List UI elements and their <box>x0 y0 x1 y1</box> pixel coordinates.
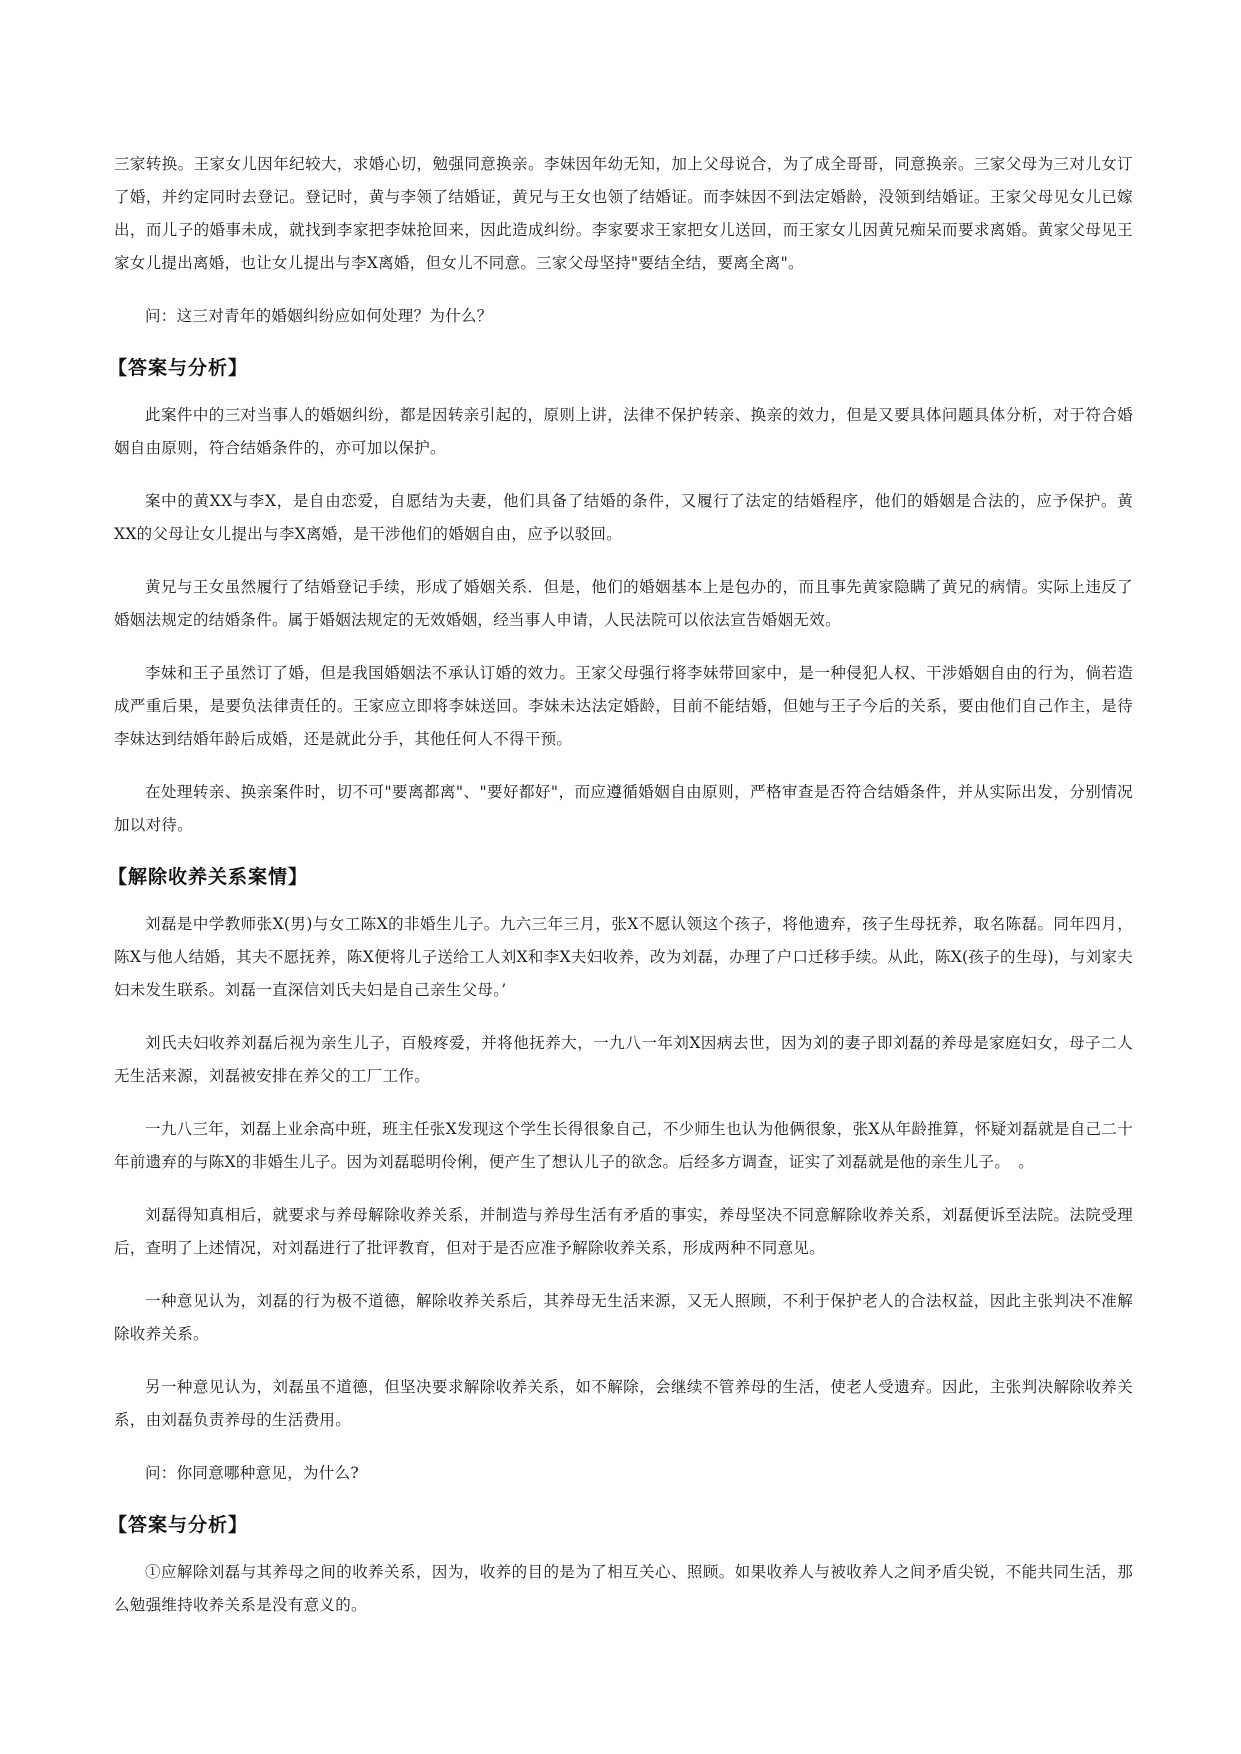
answer-1-paragraph-3: 黄兄与王女虽然履行了结婚登记手续，形成了婚姻关系．但是，他们的婚姻基本上是包办的，而且事先黄家隐瞒了黄兄的病情。实际上违反了婚姻法规定的结婚条件。属于婚姻法规定的无效婚姻，经当事人申请，人民法院可以依法宣告婚姻无效。 <box>114 578 1133 629</box>
case-2-paragraph-4: 刘磊得知真相后，就要求与养母解除收养关系，并制造与养母生活有矛盾的事实，养母坚决不同意解除收养关系，刘磊便诉至法院。法院受理后，查明了上述情况，对刘磊进行了批评教育，但对于是否应准予解除收养关系，形成两种不同意见。 <box>114 1206 1133 1257</box>
answer-1-paragraph-4: 李妹和王子虽然订了婚，但是我国婚姻法不承认订婚的效力。王家父母强行将李妹带回家中，是一种侵犯人权、干涉婚姻自由的行为，倘若造成严重后果，是要负法律责任的。王家应立即将李妹送回。李妹未达法定婚龄，目前不能结婚，但她与王子今后的关系，要由他们自己作主，是待李妹达到结婚年龄后成婚，还是就此分手，其他任何人不得干预。 <box>114 664 1133 748</box>
case-2-paragraph-6: 另一种意见认为，刘磊虽不道德，但坚决要求解除收养关系，如不解除，会继续不管养母的生活，使老人受遗弃。因此，主张判决解除收养关系，由刘磊负责养母的生活费用。 <box>114 1378 1133 1429</box>
case-2-paragraph-2: 刘氏夫妇收养刘磊后视为亲生儿子，百般疼爱，并将他抚养大，一九八一年刘X因病去世，因为刘的妻子即刘磊的养母是家庭妇女，母子二人无生活来源，刘磊被安排在养父的工厂工作。 <box>114 1034 1133 1085</box>
heading-adoption-case: 【解除收养关系案情】 <box>108 866 309 888</box>
answer-1-paragraph-1: 此案件中的三对当事人的婚姻纠纷，都是因转亲引起的，原则上讲，法律不保护转亲、换亲的效力，但是又要具体问题具体分析，对于符合婚姻自由原则，符合结婚条件的，亦可加以保护。 <box>114 406 1133 457</box>
heading-answer-analysis-1: 【答案与分析】 <box>108 357 249 379</box>
answer-1-paragraph-2: 案中的黄XX与李X，是自由恋爱，自愿结为夫妻，他们具备了结婚的条件，又履行了法定的结婚程序，他们的婚姻是合法的，应予保护。黄XX的父母让女儿提出与李X离婚，是干涉他们的婚姻自由，应予以驳回。 <box>114 492 1133 543</box>
answer-2-paragraph-1: ①应解除刘磊与其养母之间的收养关系，因为，收养的目的是为了相互关心、照顾。如果收养人与被收养人之间矛盾尖锐，不能共同生活，那么勉强维持收养关系是没有意义的。 <box>114 1563 1133 1614</box>
case-2-paragraph-5: 一种意见认为，刘磊的行为极不道德，解除收养关系后，其养母无生活来源，又无人照顾，不利于保护老人的合法权益，因此主张判决不准解除收养关系。 <box>114 1292 1133 1343</box>
intro-paragraph: 三家转换。王家女儿因年纪较大，求婚心切，勉强同意换亲。李妹因年幼无知，加上父母说合，为了成全哥哥，同意换亲。三家父母为三对儿女订了婚，并约定同时去登记。登记时，黄与李领了结婚证，黄兄与王女也领了结婚证。而李妹因不到法定婚龄，没领到结婚证。王家父母见女儿已嫁出，而儿子的婚事未成，就找到李家把李妹抢回来，因此造成纠纷。李家要求王家把女儿送回，而王家女儿因黄兄痴呆而要求离婚。黄家父母见王家女儿提出离婚，也让女儿提出与李X离婚，但女儿不同意。三家父母坚持"要结全结，要离全离"。 <box>114 155 1133 272</box>
question-2: 问：你同意哪种意见，为什么? <box>145 1464 360 1482</box>
case-2-paragraph-1: 刘磊是中学教师张X(男)与女工陈X的非婚生儿子。九六三年三月，张X不愿认领这个孩子，将他遗弃，孩子生母抚养，取名陈磊。同年四月，陈X与他人结婚，其夫不愿抚养，陈X便将儿子送给工人刘X和李X夫妇收养，改为刘磊，办理了户口迁移手续。从此，陈X(孩子的生母)，与刘家夫妇未发生联系。刘磊一直深信刘氏夫妇是自己亲生父母。’ <box>114 915 1133 999</box>
case-2-paragraph-3: 一九八三年，刘磊上业余高中班，班主任张X发现这个学生长得很象自己，不少师生也认为他俩很象，张X从年龄推算，怀疑刘磊就是自己二十年前遗弃的与陈X的非婚生儿子。因为刘磊聪明伶俐，便产生了想认儿子的欲念。后经多方调查，证实了刘磊就是他的亲生儿子。 。 <box>114 1120 1133 1171</box>
heading-answer-analysis-2: 【答案与分析】 <box>108 1514 249 1536</box>
answer-1-paragraph-5: 在处理转亲、换亲案件时，切不可"要离都离"、"要好都好"，而应遵循婚姻自由原则，严格审查是否符合结婚条件，并从实际出发，分别情况加以对待。 <box>114 783 1133 834</box>
question-1: 问：这三对青年的婚姻纠纷应如何处理？为什么？ <box>145 307 493 325</box>
